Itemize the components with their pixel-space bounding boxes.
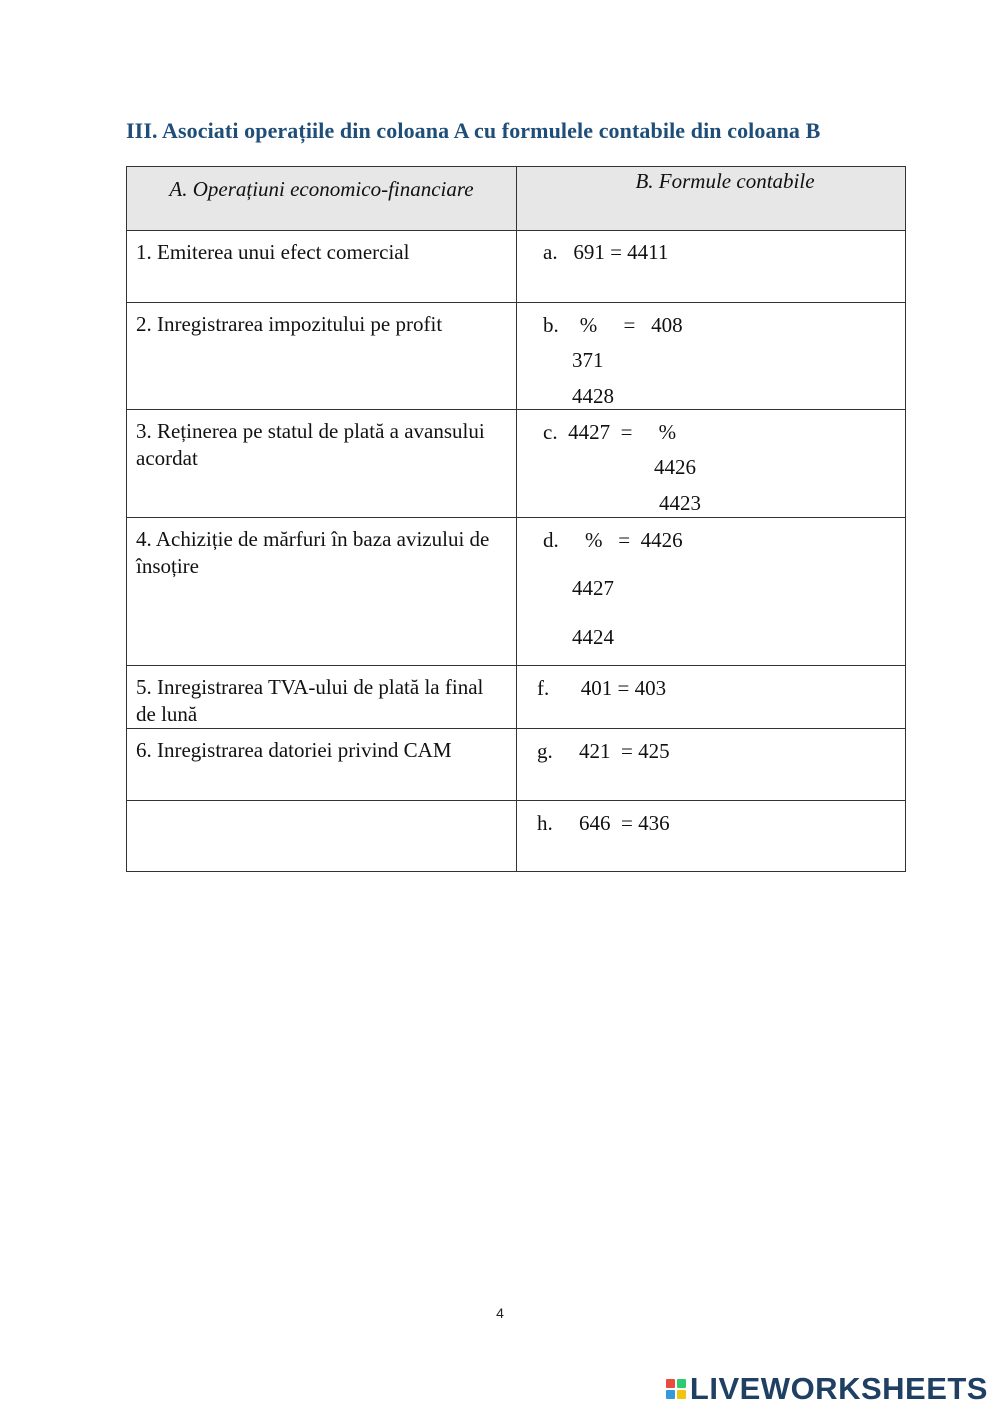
operation-cell: 1. Emiterea unui efect comercial	[127, 231, 517, 303]
formula-line: d. % = 4426	[543, 528, 683, 552]
operation-cell: 6. Inregistrarea datoriei privind CAM	[127, 729, 517, 801]
formula-cell	[517, 801, 906, 872]
operation-cell: 5. Inregistrarea TVA-ului de plată la final de lună	[127, 666, 517, 729]
matching-table	[126, 166, 906, 872]
formula-line: b. % = 408	[543, 313, 683, 337]
operation-cell: 3. Reținerea pe statul de plată a avansului acordat	[127, 410, 517, 518]
liveworksheets-logo[interactable]	[666, 1372, 988, 1406]
formula-line: 4428	[572, 384, 614, 408]
formula-line: c. 4427 = %	[543, 420, 677, 444]
brand-name: LIVEWORKSHEETS	[689, 1371, 988, 1406]
operation-cell: 4. Achiziție de mărfuri în baza avizului de însoțire	[127, 518, 517, 666]
operation-cell: 2. Inregistrarea impozitului pe profit	[127, 303, 517, 410]
table-row	[127, 729, 906, 801]
formula-line: f. 401 = 403	[537, 676, 667, 700]
formula-cell	[517, 303, 906, 410]
formula-line: 4423	[659, 491, 701, 515]
formula-cell	[517, 666, 906, 729]
formula-cell	[517, 518, 906, 666]
table-row	[127, 303, 906, 410]
formula-line: 4426	[654, 455, 696, 479]
formula-line: 4427	[572, 576, 614, 600]
logo-square	[677, 1379, 686, 1388]
logo-square	[677, 1390, 686, 1399]
formula-line: h. 646 = 436	[537, 811, 670, 835]
formula-cell	[517, 231, 906, 303]
table-header-row	[127, 167, 906, 231]
formula-cell	[517, 729, 906, 801]
logo-square	[666, 1390, 675, 1399]
column-b-header: B. Formule contabile	[517, 167, 906, 231]
logo-square	[666, 1379, 675, 1388]
table-row	[127, 518, 906, 666]
formula-cell	[517, 410, 906, 518]
formula-line: 4424	[572, 625, 614, 649]
table-row	[127, 410, 906, 518]
table-row	[127, 231, 906, 303]
page-number: 4	[496, 1305, 504, 1321]
exercise-title: III. Asociati operațiile din coloana A cu formulele contabile din coloana B	[126, 118, 821, 143]
formula-line: g. 421 = 425	[537, 739, 670, 763]
column-a-header: A. Operațiuni economico-financiare	[127, 167, 517, 231]
operation-cell	[127, 801, 517, 872]
formula-line: a. 691 = 4411	[543, 240, 669, 264]
liveworksheets-icon	[666, 1379, 686, 1399]
formula-line: 371	[572, 348, 604, 372]
table-row	[127, 801, 906, 872]
table-row	[127, 666, 906, 729]
